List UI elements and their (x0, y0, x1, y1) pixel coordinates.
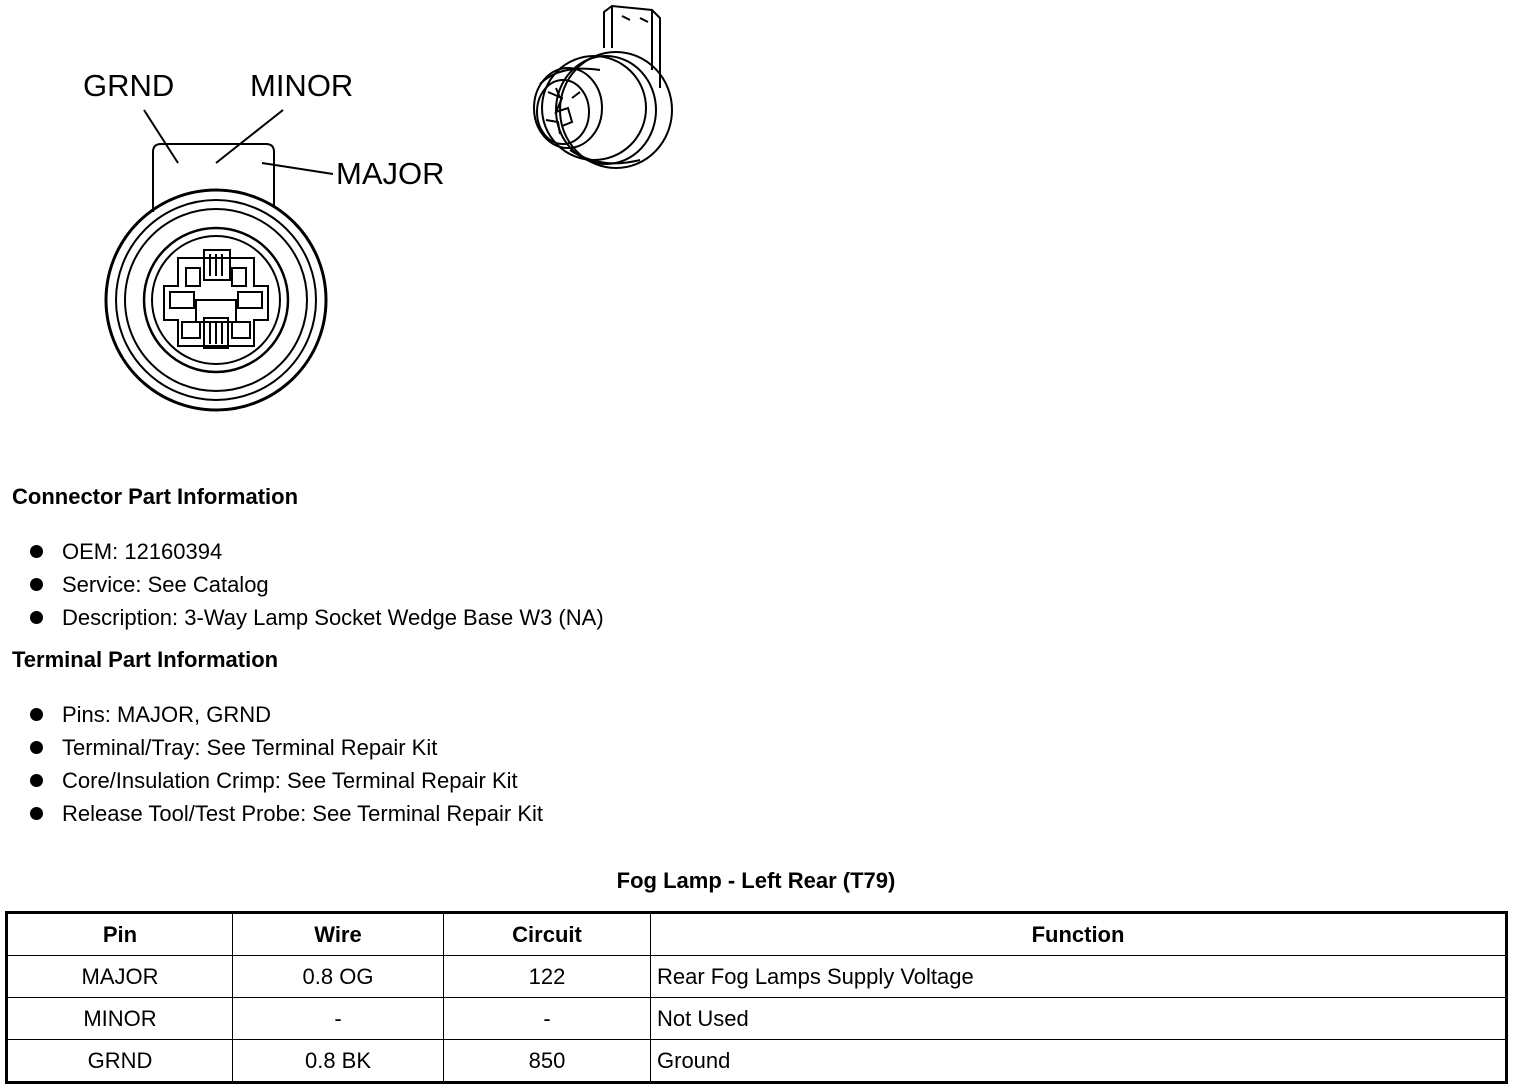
list-item: OEM: 12160394 (26, 535, 604, 568)
list-item: Service: See Catalog (26, 568, 604, 601)
wire-cell: - (233, 998, 444, 1040)
pin-cell: MINOR (7, 998, 233, 1040)
terminal-part-info-list (26, 698, 543, 830)
major-pin-label: MAJOR (336, 156, 445, 191)
pin-table (5, 911, 1508, 1084)
function-cell: Rear Fog Lamps Supply Voltage (651, 956, 1507, 998)
wire-cell: 0.8 BK (233, 1040, 444, 1083)
pin-cell: GRND (7, 1040, 233, 1083)
pin-table-title: Fog Lamp - Left Rear (T79) (616, 868, 896, 893)
list-item: Release Tool/Test Probe: See Terminal Repair Kit (26, 797, 543, 830)
table-header-row (7, 913, 1507, 956)
circuit-cell: - (444, 998, 651, 1040)
column-header-circuit: Circuit (444, 913, 651, 956)
wire-cell: 0.8 OG (233, 956, 444, 998)
minor-pin-label: MINOR (250, 68, 354, 103)
connector-part-info-list (26, 535, 604, 634)
list-item: Description: 3-Way Lamp Socket Wedge Base W3 (NA) (26, 601, 604, 634)
column-header-pin: Pin (7, 913, 233, 956)
list-item: Pins: MAJOR, GRND (26, 698, 543, 731)
circuit-cell: 122 (444, 956, 651, 998)
pin-cell: MAJOR (7, 956, 233, 998)
list-item: Core/Insulation Crimp: See Terminal Repair Kit (26, 764, 543, 797)
column-header-wire: Wire (233, 913, 444, 956)
connector-isometric-illustration (0, 0, 700, 200)
function-cell: Ground (651, 1040, 1507, 1083)
table-row (7, 956, 1507, 998)
circuit-cell: 850 (444, 1040, 651, 1083)
terminal-part-info-heading: Terminal Part Information (12, 647, 279, 672)
connector-part-info-heading: Connector Part Information (12, 484, 299, 509)
function-cell: Not Used (651, 998, 1507, 1040)
table-row (7, 1040, 1507, 1083)
list-item: Terminal/Tray: See Terminal Repair Kit (26, 731, 543, 764)
table-row (7, 998, 1507, 1040)
column-header-function: Function (651, 913, 1507, 956)
grnd-pin-label: GRND (83, 68, 175, 103)
